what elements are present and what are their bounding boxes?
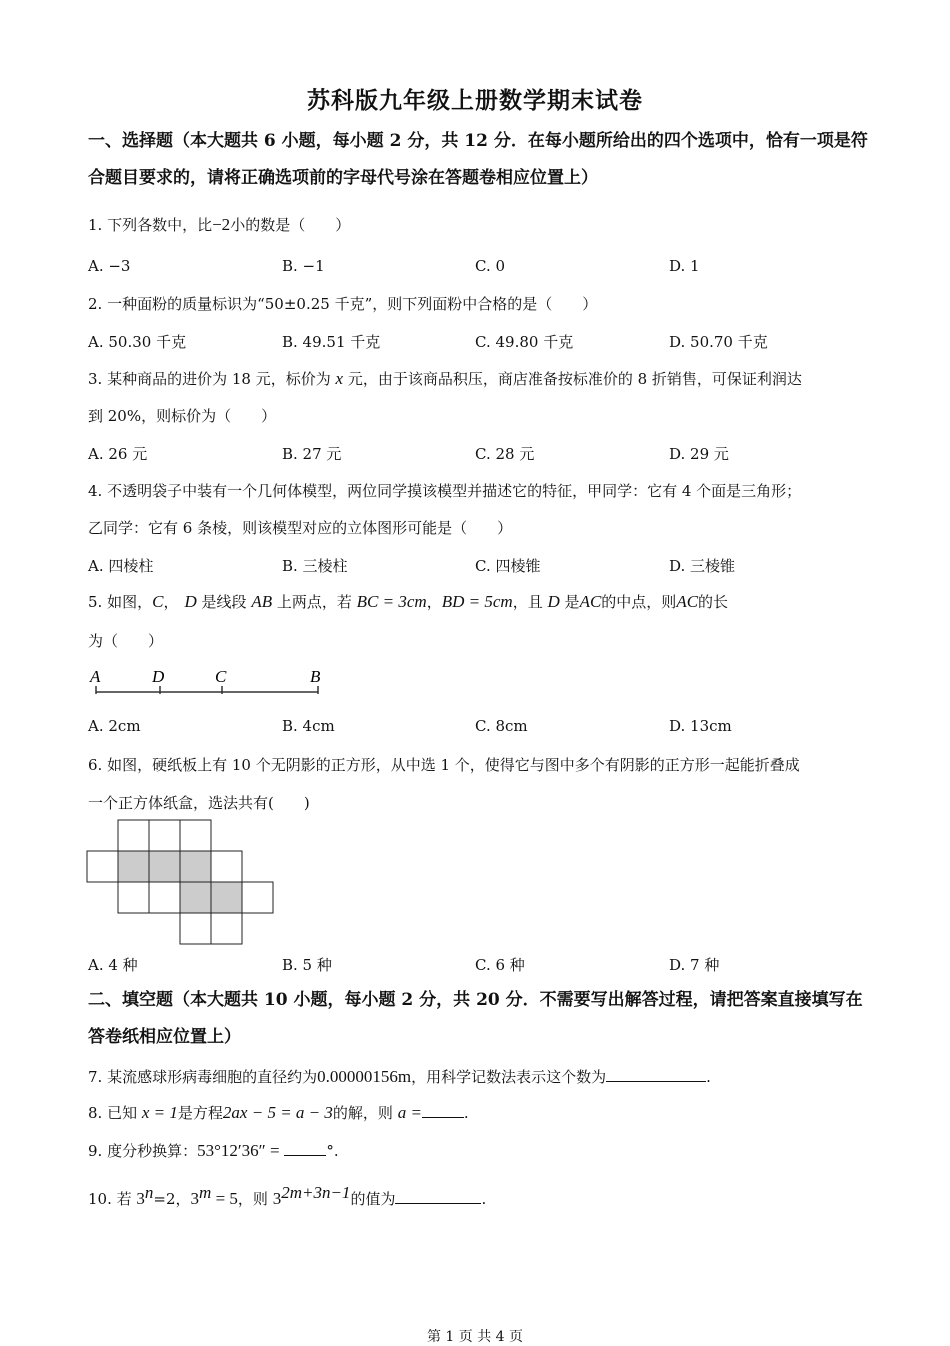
question-5-line-2: 为（ ） <box>88 632 164 650</box>
q3-option-a[interactable]: A. 26 元 <box>88 445 148 463</box>
q2-option-a[interactable]: A. 50.30 千克 <box>88 333 187 351</box>
square-r1-c4[interactable] <box>211 851 242 882</box>
q4-option-d[interactable]: D. 三棱锥 <box>669 557 736 575</box>
label-d: D <box>152 667 165 686</box>
question-7: 7. 某流感球形病毒细胞的直径约为0.00000156m，用科学记数法表示这个数为 . <box>88 1067 711 1086</box>
q2-option-c[interactable]: C. 49.80 千克 <box>475 333 574 351</box>
square-r0-c3[interactable] <box>180 820 211 851</box>
cube-net-figure <box>86 819 274 945</box>
line-segment-figure <box>86 664 326 698</box>
q5-option-c[interactable]: C. 8cm <box>475 717 528 735</box>
square-r1-c0[interactable] <box>87 851 118 882</box>
square-r2-c5[interactable] <box>242 882 273 913</box>
square-r2-c2[interactable] <box>149 882 180 913</box>
q1-option-c[interactable]: C. 0 <box>475 257 506 275</box>
q6-option-d[interactable]: D. 7 种 <box>669 956 720 974</box>
question-4-line-2: 乙同学：它有 6 条棱，则该模型对应的立体图形可能是（ ） <box>88 519 513 537</box>
q2-option-d[interactable]: D. 50.70 千克 <box>669 333 768 351</box>
q5-option-d[interactable]: D. 13cm <box>669 717 732 735</box>
q4-option-a[interactable]: A. 四棱柱 <box>88 557 154 575</box>
section-1-heading: 一、选择题（本大题共 6 小题，每小题 2 分，共 12 分．在每小题所给出的四个选项中，恰有一项是符合题目要求的，请将正确选项前的字母代号涂在答题卷相应位置上） <box>88 131 868 188</box>
question-6-line-1: 6. 如图，硬纸板上有 10 个无阴影的正方形，从中选 1 个，使得它与图中多个有阴影的正方形一起能折叠成 <box>88 756 800 774</box>
q8-answer-blank[interactable] <box>422 1103 464 1118</box>
q2-option-b[interactable]: B. 49.51 千克 <box>282 333 381 351</box>
question-4-line-1: 4. 不透明袋子中装有一个几何体模型，两位同学摸该模型并描述它的特征，甲同学：它有 4 个面是三角形； <box>88 482 802 500</box>
label-c: C <box>215 667 227 686</box>
question-5-line-1: 5. 如图，C， D 是线段 AB 上两点，若 BC = 3cm，BD = 5cm，且 D 是AC的中点，则AC的长 <box>88 592 729 611</box>
q3-option-b[interactable]: B. 27 元 <box>282 445 342 463</box>
q1-option-a[interactable]: A. −3 <box>88 257 131 275</box>
page-footer: 第 1 页 共 4 页 <box>426 1329 524 1345</box>
square-r3-c3[interactable] <box>180 913 211 944</box>
square-r2-c1[interactable] <box>118 882 149 913</box>
question-8: 8. 已知 x = 1是方程2ax − 5 = a − 3的解，则 a = . <box>88 1103 469 1122</box>
q3-option-c[interactable]: C. 28 元 <box>475 445 535 463</box>
shaded-square-r1-c1 <box>118 851 149 882</box>
q6-option-c[interactable]: C. 6 种 <box>475 956 525 974</box>
question-2: 2. 一种面粉的质量标识为“50±0.25 千克”，则下列面粉中合格的是（ ） <box>88 295 598 313</box>
label-b: B <box>310 667 321 686</box>
q5-option-a[interactable]: A. 2cm <box>88 717 141 735</box>
q5-option-b[interactable]: B. 4cm <box>282 717 335 735</box>
q7-answer-blank[interactable] <box>606 1067 706 1082</box>
square-r0-c2[interactable] <box>149 820 180 851</box>
q9-answer-blank[interactable] <box>284 1141 326 1156</box>
q6-option-b[interactable]: B. 5 种 <box>282 956 332 974</box>
q4-option-c[interactable]: C. 四棱锥 <box>475 557 541 575</box>
square-r0-c1[interactable] <box>118 820 149 851</box>
question-3-line-1: 3. 某种商品的进价为 18 元，标价为 x 元，由于该商品积压，商店准备按标准价的 8 折销售，可保证利润达 <box>88 369 802 388</box>
question-3-line-2: 到 20%，则标价为（ ） <box>88 407 277 425</box>
shaded-square-r2-c3 <box>180 882 211 913</box>
question-1: 1. 下列各数中，比−2小的数是（ ） <box>88 215 351 234</box>
q6-option-a[interactable]: A. 4 种 <box>88 956 138 974</box>
section-2-heading: 二、填空题（本大题共 10 小题，每小题 2 分，共 20 分．不需要写出解答过程，请把答案直接填写在答卷纸相应位置上） <box>88 990 863 1047</box>
q1-option-b[interactable]: B. −1 <box>282 257 325 275</box>
page-title: 苏科版九年级上册数学期末试卷 <box>307 87 643 114</box>
shaded-square-r2-c4 <box>211 882 242 913</box>
question-9: 9. 度分秒换算：53°12′36″ = °. <box>88 1141 339 1160</box>
q4-option-b[interactable]: B. 三棱柱 <box>282 557 348 575</box>
q3-option-d[interactable]: D. 29 元 <box>669 445 729 463</box>
shaded-square-r1-c2 <box>149 851 180 882</box>
label-a: A <box>90 667 101 686</box>
question-6-line-2: 一个正方体纸盒，选法共有( ) <box>88 794 310 812</box>
q10-answer-blank[interactable] <box>395 1189 481 1204</box>
q1-option-d[interactable]: D. 1 <box>669 257 700 275</box>
square-r3-c4[interactable] <box>211 913 242 944</box>
shaded-square-r1-c3 <box>180 851 211 882</box>
question-10: 10. 若 $3^n=2$，$3^m = 5$，则 $3^{2m+3n-1}$的值为 . <box>88 1183 487 1208</box>
